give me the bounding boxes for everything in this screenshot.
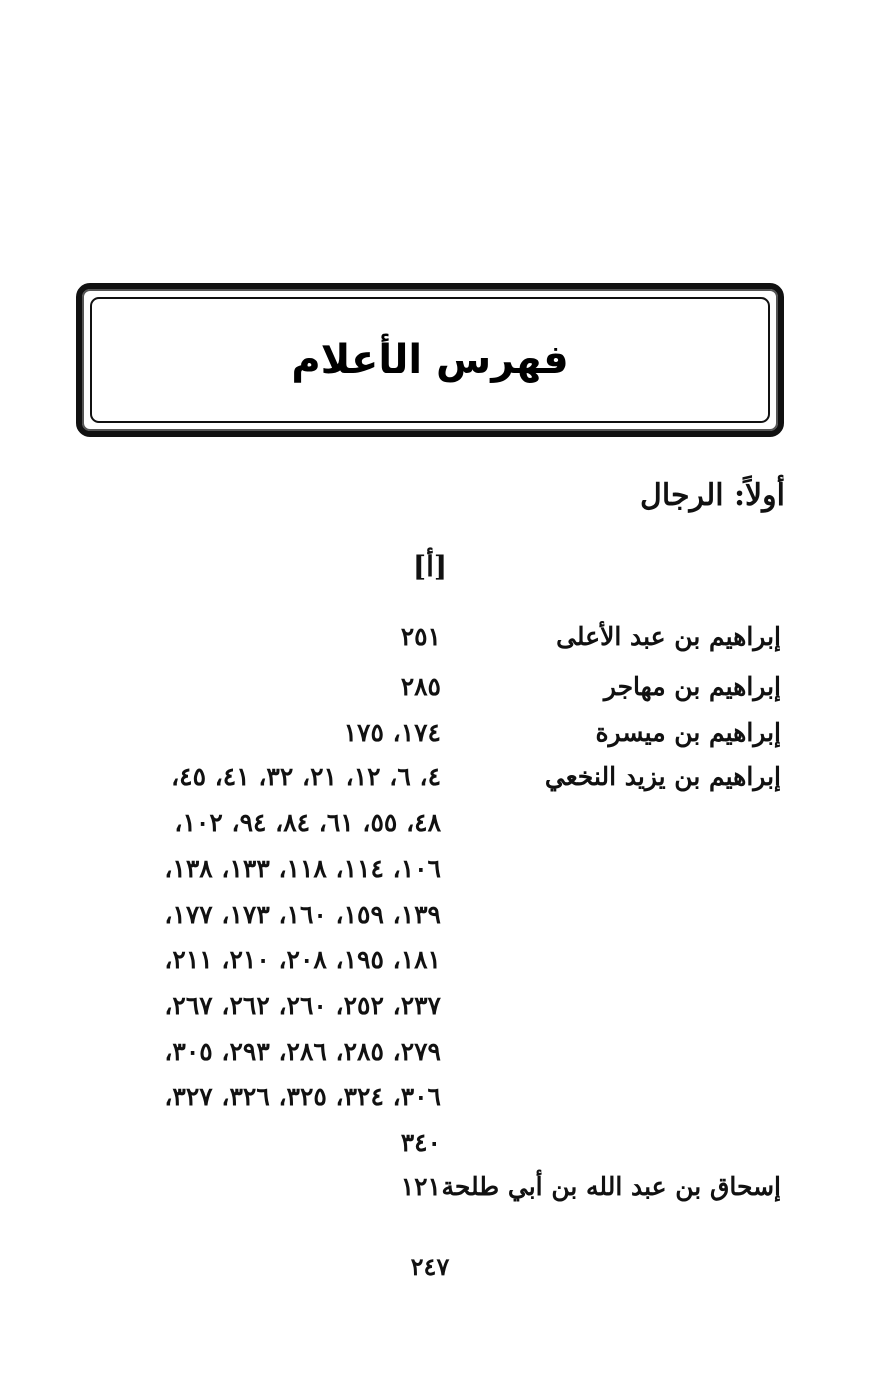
entry-pages-line: ٣٤٠ (400, 1128, 441, 1157)
entry-pages: ٢٨٥ (400, 672, 441, 701)
entry-pages: ١٢١ (400, 1172, 441, 1201)
entry-name: إبراهيم بن يزيد النخعي (544, 762, 781, 791)
entry-pages-line: ٢٧٩، ٢٨٥، ٢٨٦، ٢٩٣، ٣٠٥، (164, 1037, 441, 1066)
entry-name: إسحاق بن عبد الله بن أبي طلحة (441, 1172, 781, 1201)
section-heading: أولاً: الرجال (640, 478, 785, 513)
entry-name: إبراهيم بن مهاجر (603, 672, 781, 701)
entry-pages: ١٧٤، ١٧٥ (343, 718, 441, 747)
entry-pages-line: ٢٣٧، ٢٥٢، ٢٦٠، ٢٦٢، ٢٦٧، (164, 991, 441, 1020)
entry-pages-line: ١٠٦، ١١٤، ١١٨، ١٣٣، ١٣٨، (164, 854, 441, 883)
entry-pages-line: ٤، ٦، ١٢، ٢١، ٣٢، ٤١، ٤٥، (171, 762, 441, 791)
entry-pages-line: ١٣٩، ١٥٩، ١٦٠، ١٧٣، ١٧٧، (164, 900, 441, 929)
entry-name: إبراهيم بن ميسرة (595, 718, 781, 747)
entry-pages: ٢٥١ (400, 622, 441, 651)
page-number: ٢٤٧ (410, 1252, 450, 1281)
entry-name: إبراهيم بن عبد الأعلى (556, 622, 781, 651)
entry-pages-line: ١٨١، ١٩٥، ٢٠٨، ٢١٠، ٢١١، (164, 945, 441, 974)
page-title: فهرس الأعلام (291, 337, 569, 383)
entry-pages-line: ٣٠٦، ٣٢٤، ٣٢٥، ٣٢٦، ٣٢٧، (164, 1082, 441, 1111)
entry-pages-line: ٤٨، ٥٥، ٦١، ٨٤، ٩٤، ١٠٢، (174, 808, 441, 837)
letter-heading: [أ] (412, 550, 448, 583)
